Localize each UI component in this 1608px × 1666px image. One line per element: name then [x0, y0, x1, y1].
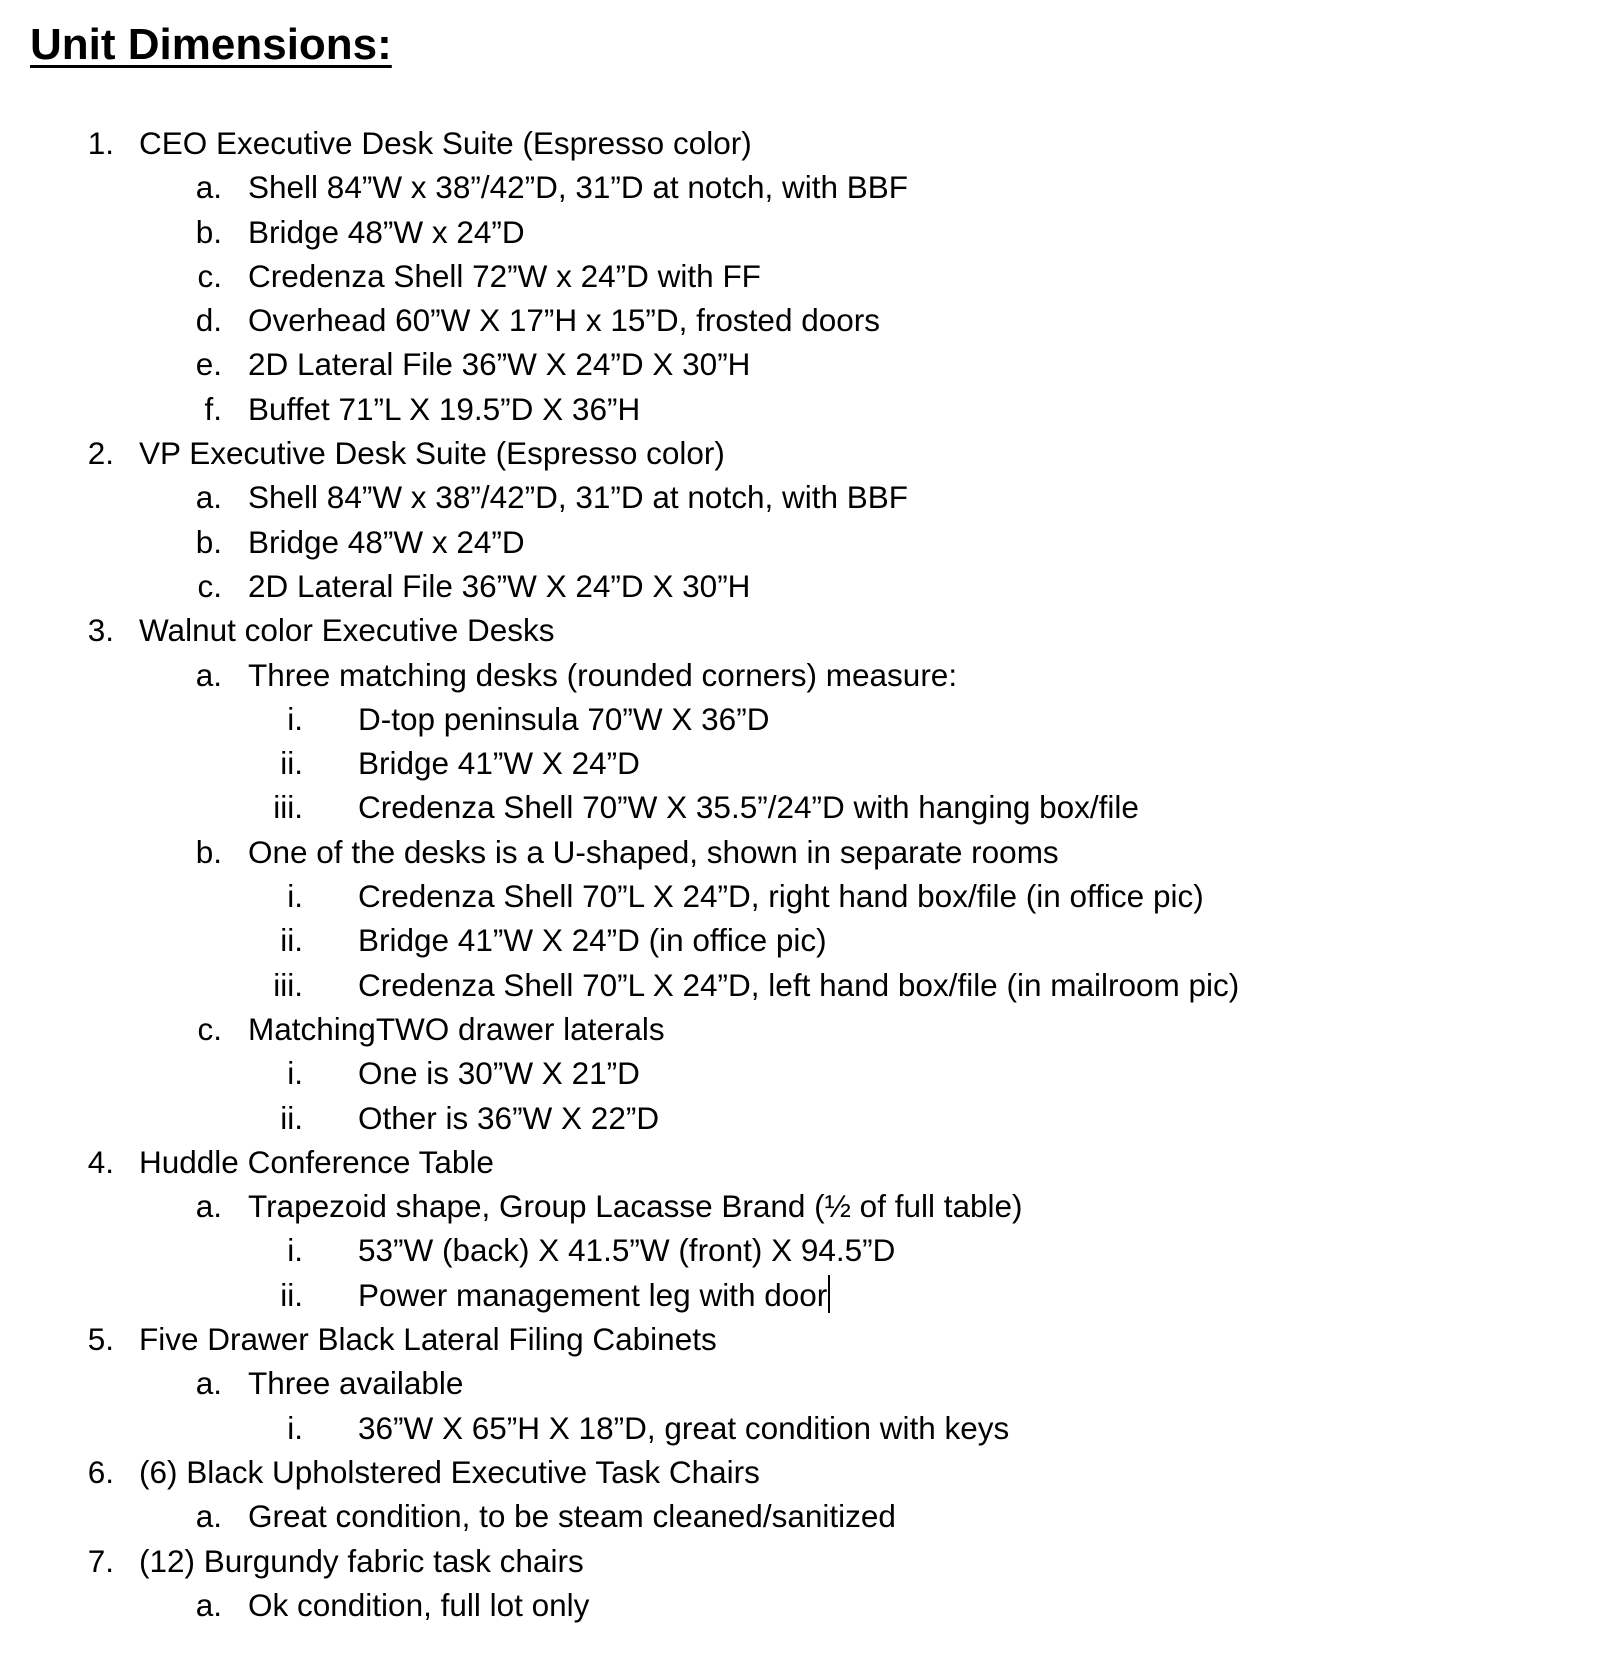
list-marker: b. [195, 213, 222, 250]
list-marker: 6. [87, 1453, 114, 1490]
list-marker: 4. [87, 1143, 114, 1180]
list-item-text: Credenza Shell 70”L X 24”D, right hand box/file (in office pic) [358, 878, 1204, 915]
list-marker: f. [204, 390, 222, 427]
list-item [0, 1361, 1608, 1405]
list-item [0, 1184, 1608, 1228]
list-item [0, 1140, 1608, 1184]
list-item-text: One is 30”W X 21”D [358, 1055, 640, 1092]
list-item-text: Credenza Shell 70”L X 24”D, left hand box/file (in mailroom pic) [358, 966, 1240, 1003]
list-item [0, 1406, 1608, 1450]
list-item [0, 431, 1608, 475]
list-item [0, 741, 1608, 785]
list-item-text: Ok condition, full lot only [248, 1586, 590, 1623]
list-marker: iii. [273, 966, 303, 1003]
list-item [0, 608, 1608, 652]
list-item [0, 1317, 1608, 1361]
list-item-text: Walnut color Executive Desks [139, 612, 555, 649]
list-item [0, 1494, 1608, 1538]
list-item [0, 210, 1608, 254]
list-item-text: 2D Lateral File 36”W X 24”D X 30”H [248, 567, 751, 604]
list-item-text: Huddle Conference Table [139, 1143, 494, 1180]
list-marker: ii. [280, 1099, 303, 1136]
list-marker: 5. [87, 1321, 114, 1358]
list-item [0, 1539, 1608, 1583]
list-item [0, 785, 1608, 829]
list-item-text: (12) Burgundy fabric task chairs [139, 1542, 584, 1579]
list-marker: 3. [87, 612, 114, 649]
list-item-text: 36”W X 65”H X 18”D, great condition with keys [358, 1409, 1010, 1446]
list-marker: c. [197, 1010, 222, 1047]
list-marker: ii. [280, 1276, 303, 1313]
list-item [0, 387, 1608, 431]
list-item [0, 918, 1608, 962]
list-item-text: Shell 84”W x 38”/42”D, 31”D at notch, with BBF [248, 479, 909, 516]
list-marker: i. [287, 700, 303, 737]
list-item-text: VP Executive Desk Suite (Espresso color) [139, 435, 725, 472]
list-item-text: Three matching desks (rounded corners) measure: [248, 656, 958, 693]
list-item-text: Credenza Shell 72”W x 24”D with FF [248, 257, 761, 294]
list-marker: b. [195, 523, 222, 560]
list-item [0, 1583, 1608, 1627]
list-item [0, 830, 1608, 874]
list-item [0, 342, 1608, 386]
list-marker: e. [195, 346, 222, 383]
list-marker: c. [197, 567, 222, 604]
list-item [0, 520, 1608, 564]
list-item-text: Bridge 41”W X 24”D (in office pic) [358, 922, 827, 959]
list-item-text: Bridge 48”W x 24”D [248, 523, 525, 560]
list-item [0, 653, 1608, 697]
list-item-text: (6) Black Upholstered Executive Task Chairs [139, 1453, 760, 1490]
list-marker: a. [195, 656, 222, 693]
list-item [0, 874, 1608, 918]
list-marker: 2. [87, 435, 114, 472]
list-item [0, 1273, 1608, 1317]
list-item [0, 564, 1608, 608]
list-marker: 7. [87, 1542, 114, 1579]
list-marker: a. [195, 1586, 222, 1623]
list-marker: d. [195, 302, 222, 339]
list-item-text-content: Power management leg with door [358, 1276, 828, 1313]
list-item-text: Other is 36”W X 22”D [358, 1099, 660, 1136]
list-item-text: One of the desks is a U-shaped, shown in separate rooms [248, 833, 1059, 870]
list-marker: b. [195, 833, 222, 870]
text-cursor [828, 1275, 830, 1313]
list-marker: ii. [280, 922, 303, 959]
list-item-text: 2D Lateral File 36”W X 24”D X 30”H [248, 346, 751, 383]
list-item-text: Overhead 60”W X 17”H x 15”D, frosted doors [248, 302, 881, 339]
list-marker: a. [195, 169, 222, 206]
list-item-text: Shell 84”W x 38”/42”D, 31”D at notch, with BBF [248, 169, 909, 206]
list-marker: a. [195, 1498, 222, 1535]
list-item-text: Buffet 71”L X 19.5”D X 36”H [248, 390, 641, 427]
unit-dimensions-list [0, 121, 1608, 1627]
list-item [0, 1096, 1608, 1140]
list-item-text: Bridge 41”W X 24”D [358, 745, 640, 782]
list-marker: i. [287, 1055, 303, 1092]
list-item [0, 1051, 1608, 1095]
list-marker: c. [197, 257, 222, 294]
list-item-text: D-top peninsula 70”W X 36”D [358, 700, 770, 737]
list-item-text: Trapezoid shape, Group Lacasse Brand (½ of full table) [248, 1188, 1023, 1225]
page-title: Unit Dimensions: [30, 20, 392, 69]
list-item-text: Three available [248, 1365, 464, 1402]
list-item [0, 1450, 1608, 1494]
list-marker: a. [195, 1365, 222, 1402]
list-marker: i. [287, 1232, 303, 1269]
list-marker: a. [195, 1188, 222, 1225]
list-item-text: Bridge 48”W x 24”D [248, 213, 525, 250]
list-item [0, 121, 1608, 165]
list-marker: a. [195, 479, 222, 516]
list-item [0, 298, 1608, 342]
list-item-text: Credenza Shell 70”W X 35.5”/24”D with hanging box/file [358, 789, 1139, 826]
list-item-text: Five Drawer Black Lateral Filing Cabinets [139, 1321, 717, 1358]
list-item-text: Great condition, to be steam cleaned/sanitized [248, 1498, 896, 1535]
list-item [0, 475, 1608, 519]
list-item-text: CEO Executive Desk Suite (Espresso color) [139, 125, 752, 161]
list-item [0, 963, 1608, 1007]
list-item [0, 165, 1608, 209]
list-marker: iii. [273, 789, 303, 826]
list-item-text: 53”W (back) X 41.5”W (front) X 94.5”D [358, 1232, 896, 1269]
list-marker: ii. [280, 745, 303, 782]
list-marker: 1. [87, 125, 114, 161]
list-item [0, 1228, 1608, 1272]
list-item [0, 254, 1608, 298]
list-marker: i. [287, 1409, 303, 1446]
list-item [0, 1007, 1608, 1051]
list-item-text[interactable] [358, 1273, 830, 1317]
list-marker: i. [287, 878, 303, 915]
list-item [0, 697, 1608, 741]
list-item-text: MatchingTWO drawer laterals [248, 1010, 665, 1047]
